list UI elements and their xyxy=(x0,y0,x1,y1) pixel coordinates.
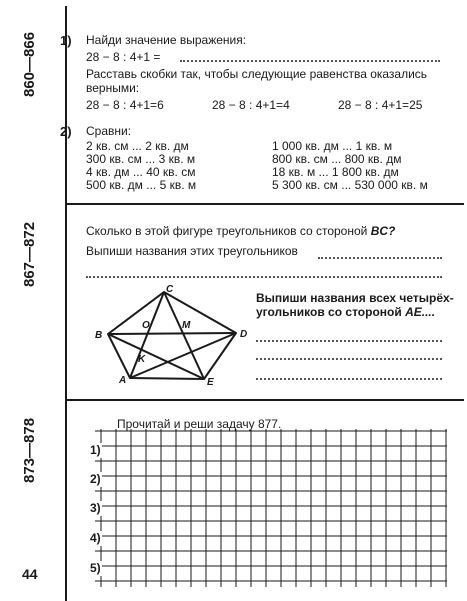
row-label-1: 1) xyxy=(90,443,101,457)
section-divider-2 xyxy=(65,399,464,401)
compare-left-4: 500 кв. дм ... 5 кв. м xyxy=(86,178,197,192)
range-label-873-878: 873—878 xyxy=(21,417,38,483)
vertex-label-A: A xyxy=(119,375,127,386)
diagonal-CE xyxy=(164,292,204,379)
task2-title: Сравни: xyxy=(86,124,132,138)
write-quads-line2 xyxy=(256,305,435,320)
equation-3: 28 − 8 : 4+1=25 xyxy=(338,98,423,112)
answer-dotted-line xyxy=(180,60,440,62)
compare-left-3: 4 кв. дм ... 40 кв. см xyxy=(86,165,196,179)
pentagon-outline xyxy=(108,292,236,379)
triangles-answer-line-2 xyxy=(86,276,442,278)
write-triangles-instruction: Выпиши названия этих треугольников xyxy=(86,244,298,258)
equation-2: 28 − 8 : 4+1=4 xyxy=(212,98,290,112)
compare-right-1: 1 000 кв. дм ... 1 кв. м xyxy=(272,139,393,153)
point-label-K: K xyxy=(138,354,146,365)
quads-answer-line-2 xyxy=(256,358,442,360)
quads-answer-line-3 xyxy=(256,378,442,380)
compare-right-3: 18 кв. м ... 1 800 кв. дм xyxy=(272,165,399,179)
section-divider-1 xyxy=(65,203,464,205)
diagonal-BE xyxy=(108,334,204,379)
expression: 28 − 8 : 4+1 = xyxy=(86,50,161,64)
vertex-label-D: D xyxy=(240,329,248,340)
write-quads-line1: Выпиши названия всех четырёх- xyxy=(256,291,454,305)
range-label-860-866: 860—866 xyxy=(21,31,38,97)
triangles-question-text: Сколько в этой фигуре треугольников со стороной xyxy=(86,224,368,238)
row-label-2: 2) xyxy=(90,472,101,486)
compare-left-2: 300 кв. см ... 3 кв. м xyxy=(86,152,196,166)
task1-number: 1) xyxy=(60,33,72,48)
graph-paper-grid xyxy=(95,429,447,587)
equation-1: 28 − 8 : 4+1=6 xyxy=(86,98,164,112)
compare-right-2: 800 кв. см ... 800 кв. дм xyxy=(272,152,402,166)
compare-left-1: 2 кв. см ... 2 кв. дм xyxy=(86,139,189,153)
range-label-867-872: 867—872 xyxy=(21,221,38,287)
pentagon-figure xyxy=(90,280,250,392)
point-label-M: M xyxy=(182,320,191,331)
side-ae-label: AE.... xyxy=(405,305,436,319)
write-quads-text: угольников со стороной xyxy=(256,305,402,319)
triangles-answer-line-1 xyxy=(318,257,442,259)
vertex-label-C: C xyxy=(166,284,174,295)
row-label-5: 5) xyxy=(90,561,101,575)
row-label-4: 4) xyxy=(90,531,101,545)
diagonal-BD xyxy=(108,333,236,334)
brackets-instruction-line2: верными: xyxy=(86,81,140,95)
quads-answer-line-1 xyxy=(256,340,442,342)
brackets-instruction-line1: Расставь скобки так, чтобы следующие равенства оказались xyxy=(86,67,428,81)
page-number: 44 xyxy=(22,566,38,582)
margin-rule xyxy=(65,6,67,601)
compare-right-4: 5 300 кв. см ... 530 000 кв. м xyxy=(272,178,428,192)
task1-title: Найди значение выражения: xyxy=(86,33,247,47)
vertex-label-E: E xyxy=(207,377,214,388)
solve-instruction: Прочитай и реши задачу 877. xyxy=(117,417,282,431)
row-label-3: 3) xyxy=(90,501,101,515)
task2-number: 2) xyxy=(60,124,72,139)
side-bc-label: BC? xyxy=(370,224,396,238)
vertex-label-B: B xyxy=(95,330,103,341)
point-label-O: O xyxy=(142,320,150,331)
triangles-question xyxy=(86,224,395,239)
